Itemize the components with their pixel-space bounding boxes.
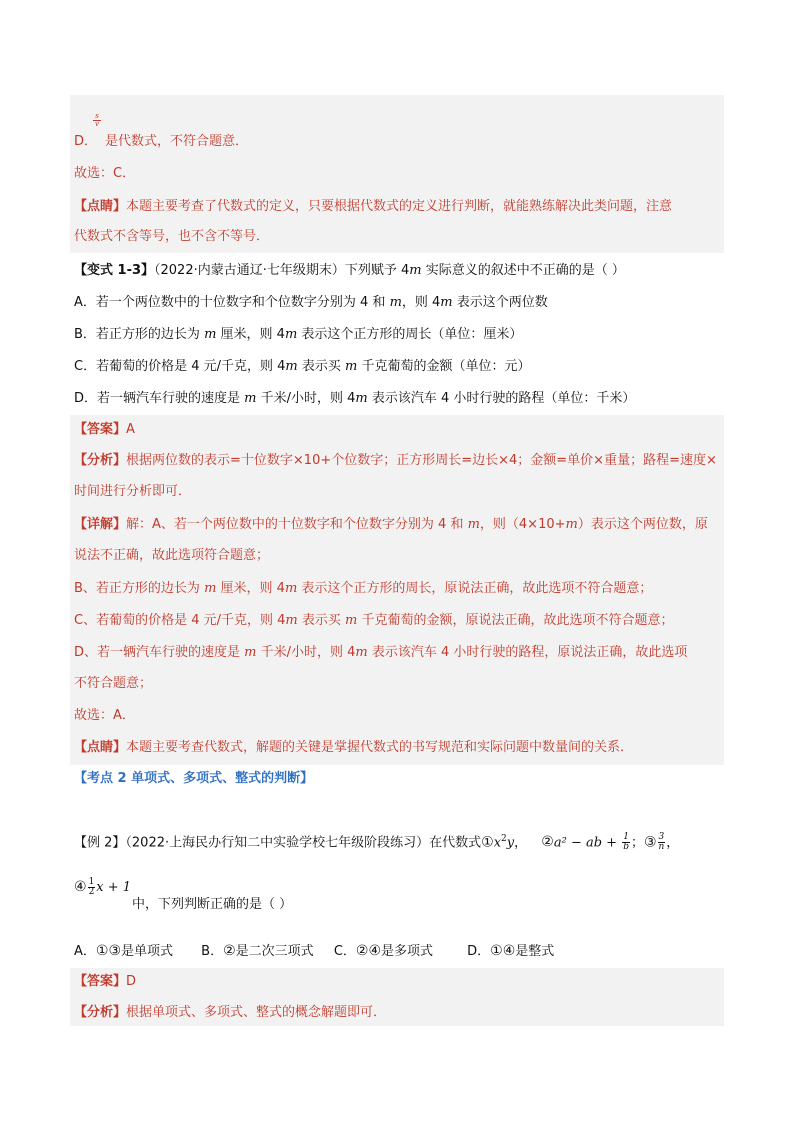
- v13-question: 【变式 1-3】（2022·内蒙古通辽·七年级期末）下列赋予 4m 实际意义的叙述中不正确的是（ ）: [74, 263, 625, 278]
- ex2-question-line2: 中，下列判断正确的是（ ）: [132, 897, 293, 912]
- v13-option-d: D．若一辆汽车行驶的速度是 m 千米/小时，则 4m 表示该汽车 4 小时行驶的路程（单位：千米）: [74, 391, 636, 406]
- ex2-answer: 【答案】D: [74, 974, 137, 989]
- v13-option-c: C．若葡萄的价格是 4 元/千克，则 4m 表示买 m 千克葡萄的金额（单位：元）: [74, 359, 531, 374]
- v13-dianjing: 【点睛】本题主要考查代数式，解题的关键是掌握代数式的书写规范和实际问题中数量间的关系．: [74, 740, 634, 755]
- prev-option-d: D． 是代数式，不符合题意．: [74, 134, 249, 149]
- v13-choice: 故选：A．: [74, 708, 135, 723]
- v13-analysis-2: 时间进行分析即可．: [74, 484, 192, 499]
- v13-detail-d1: D、若一辆汽车行驶的速度是 m 千米/小时，则 4m 表示该汽车 4 小时行驶的路程，原说法正确，故此选项: [74, 645, 688, 660]
- v13-detail-d2: 不符合题意；: [74, 676, 153, 691]
- ex2-expr-4: ④ $\frac{1}{2}$ x + 1: [74, 877, 132, 897]
- ex2-options: A．①③是单项式 B．②是二次三项式 C．②④是多项式 D．①④是整式: [74, 943, 555, 959]
- prev-dianjing-1: 【点睛】本题主要考查了代数式的定义，只要根据代数式的定义进行判断，就能熟练解决此类问题，注意: [74, 199, 673, 214]
- v13-detail-a2: 说法不正确，故此选项符合题意；: [74, 548, 270, 563]
- v13-analysis-1: 【分析】根据两位数的表示=十位数字×10+个位数字；正方形周长=边长×4；金额=单价×重量；路程=速度×: [74, 453, 717, 468]
- d-fraction: s v: [93, 113, 101, 128]
- v13-option-b: B．若正方形的边长为 m 厘米，则 4m 表示这个正方形的周长（单位：厘米）: [74, 327, 523, 342]
- prev-dianjing-2: 代数式不含等号，也不含不等号．: [74, 229, 270, 244]
- v13-detail-b: B、若正方形的边长为 m 厘米，则 4m 表示这个正方形的周长，原说法正确，故此选项不符合题意；: [74, 581, 653, 596]
- v13-option-a: A．若一个两位数中的十位数字和个位数字分别为 4 和 m，则 4m 表示这个两位数: [74, 295, 548, 310]
- v13-answer: 【答案】A: [74, 422, 135, 437]
- section-heading: 【考点 2 单项式、多项式、整式的判断】: [74, 771, 314, 786]
- v13-detail-a1: 【详解】解：A、若一个两位数中的十位数字和个位数字分别为 4 和 m，则（4×10+m）表示这个两位数，原: [74, 517, 708, 532]
- ex2-analysis: 【分析】根据单项式、多项式、整式的概念解题即可．: [74, 1005, 387, 1020]
- prev-choice: 故选：C．: [74, 166, 136, 181]
- v13-detail-c: C、若葡萄的价格是 4 元/千克，则 4m 表示买 m 千克葡萄的金额，原说法正确，故此选项不符合题意；: [74, 613, 674, 628]
- ex2-question-line1: 【例 2】（2022·上海民办行知二中实验学校七年级阶段练习）在代数式$①x^2y$， ②a² − ab + $\frac{1}{b}$ ；③ $\frac{3}{n}$ ，: [74, 832, 680, 853]
